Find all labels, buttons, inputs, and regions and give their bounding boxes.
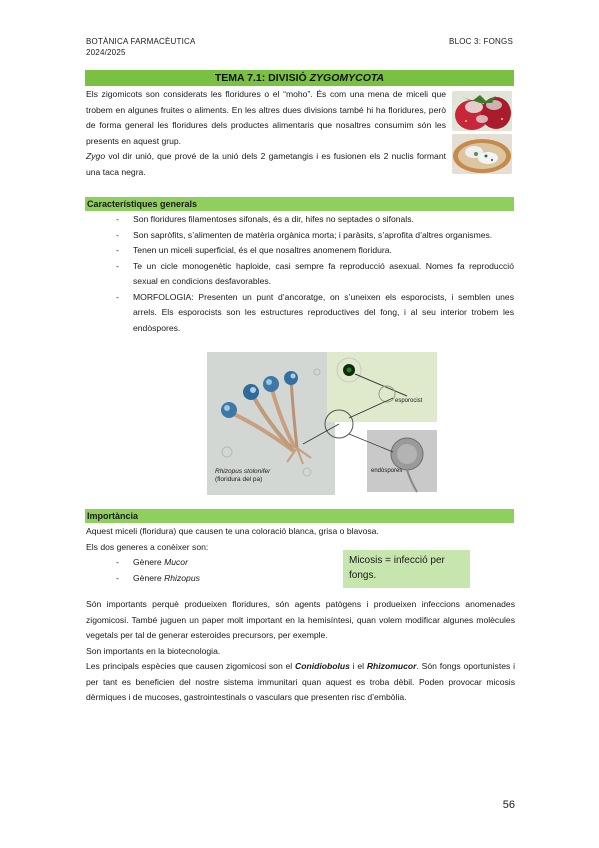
rhizopus-figure [207, 352, 437, 495]
title-prefix: TEMA 7.1: DIVISIÓ [214, 72, 310, 84]
list-item: - Son sapròfits, s’alimenten de matèria orgànica morta; i paràsits, s’aprofita d’altres organismes. [116, 229, 493, 240]
bread-mold-photo [452, 134, 512, 174]
importance-para-3: Les principals espècies que causen zigomicosi son el Conidiobolus i el Rhizomucor. Són fongs oportunistes i per tant es beneficien del nostre sistema immunitari quan aquest es troba dèbil. Poden provocar micosis dèrmiques i de mucoses, gastrointestinals o vasculars que presenten risc d’embòlia. [86, 661, 515, 702]
characteristics-list [116, 212, 514, 336]
section-heading-importance: Importància [85, 509, 514, 523]
species-conidiobolus: Conidiobolus [294, 661, 350, 671]
list-item: - Gènere Rhizopus [116, 572, 200, 583]
subject-label: BOTÀNICA FARMACÈUTICA [86, 37, 196, 46]
label-endospores: endòspores [371, 468, 403, 474]
topic-title [85, 70, 514, 86]
importance-line-2: Els dos generes a conèixer son: [86, 542, 209, 552]
label-esporocist: esporocist [395, 398, 423, 404]
list-item: - Tenen un miceli superficial, és el que nosaltres anomenem floridura. [116, 245, 392, 255]
zygo-word: Zygo [86, 151, 106, 161]
intro-paragraph: Els zigomicots son considerats les floridures o el “moho”. És com una mena de miceli que trobem en algunes fruites o aliments. En les altres dues divisions també hi ha floridures, però de forma general les floridures dels productes alimentaris que nosaltres consumim són les presents en aquest grup. [86, 89, 446, 146]
block-label: BLOC 3: FONGS [449, 37, 513, 46]
list-item: - Gènere Mucor [116, 557, 188, 567]
list-item: - Te un cicle monogenètic haploide, casi sempre fa reproducció asexual. Nomes fa reproducció sexual en condicions desfavorables. [116, 260, 514, 286]
importance-line-1: Aquest miceli (floridura) que causen te una coloració blanca, grisa o blavosa. [86, 526, 379, 536]
importance-para-2: Son importants en la biotecnologia. [86, 645, 221, 656]
strawberry-mold-photo [452, 91, 512, 131]
list-item: - MORFOLOGIA: Presenten un punt d’ancoratge, on s’uneixen els esporocists, i semblen unes arrels. Els esporocists son les estructures reproductives del fong, i al seu interior trobem les endòspores. [116, 291, 514, 333]
importance-paragraph [86, 597, 515, 706]
figure-caption-note: (floridura del pa) [215, 476, 263, 483]
zygo-paragraph [86, 149, 446, 180]
mycosis-definition-callout: Micosis = infecció per fongs. [343, 550, 470, 588]
species-rhizomucor: Rhizomucor [366, 661, 417, 671]
document-header-left [86, 36, 196, 58]
genera-list [116, 555, 336, 586]
zygo-text: vol dir unió, que prové de la unió dels 2 gametangis i es fusionen els 2 nuclis formant una taca negra. [86, 151, 446, 177]
importance-para-1: Són importants perquè produeixen floridures, són agents patògens i produeixen infeccions anomenades zigomicosi. També juguen un paper molt important en la hemisíntesi, quan volem modificar algunes molècules vegetals per tal de generar esteroides precursors, per exemple. [86, 599, 515, 640]
section-heading-characteristics: Característiques generals [85, 197, 514, 211]
list-item: - Son floridures filamentoses sifonals, és a dir, hifes no septades o sifonals. [116, 214, 414, 224]
figure-caption-species: Rhizopus stolonifer [215, 468, 271, 475]
year-label: 2024/2025 [86, 48, 126, 57]
page-number: 56 [502, 799, 515, 811]
title-italic: ZYGOMYCOTA [309, 72, 385, 84]
